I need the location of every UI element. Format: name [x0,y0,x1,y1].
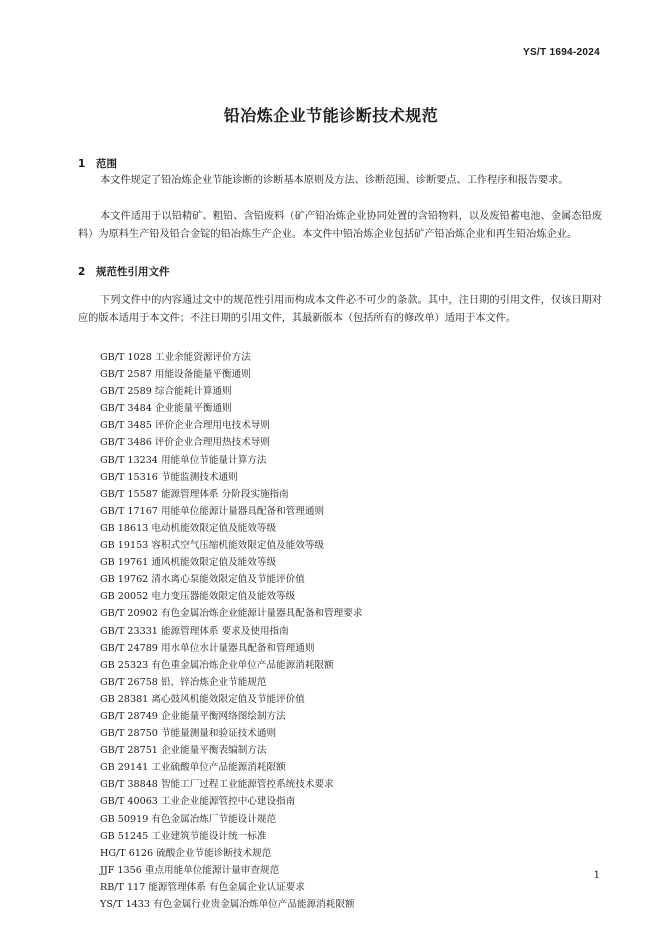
reference-item: GB 51245 工业建筑节能设计统一标准 [100,830,267,842]
reference-item: GB/T 2587 用能设备能量平衡通则 [100,369,251,381]
scope-paragraph-2: 本文件适用于以铅精矿、粗铅、含铅废料（矿产铅冶炼企业协同处置的含铅物料，以及废铅蓄电池、金属态铅废料）为原料生产铅及铅合金锭的铅冶炼生产企业。本文件中铅冶炼企业包括矿产铅冶炼企业和再生铅冶炼企业。 [78,211,602,240]
reference-item: GB/T 13234 用能单位节能量计算方法 [100,454,267,466]
reference-item: GB 18613 电动机能效限定值及能效等级 [100,522,277,534]
reference-item: GB/T 1028 工业余能资源评价方法 [100,352,251,363]
reference-item: GB/T 28749 企业能量平衡网络图绘制方法 [100,710,286,722]
normative-references-intro: 下列文件中的内容通过文中的规范性引用而构成本文件必不可少的条款。其中，注日期的引用文件，仅该日期对应的版本适用于本文件；不注日期的引用文件，其最新版本（包括所有的修改单）适用于本文件。 [78,295,602,324]
reference-item: GB/T 15316 节能监测技术通则 [100,471,238,483]
reference-item: GB/T 20902 有色金属冶炼企业能源计量器具配备和管理要求 [100,608,363,620]
reference-item: RB/T 117 能源管理体系 有色金属企业认证要求 [100,881,305,893]
document-title: 铅冶炼企业节能诊断技术规范 [223,106,439,125]
reference-item: GB/T 28751 企业能量平衡表编制方法 [100,745,267,757]
section-2-heading [78,264,170,279]
page-number: 1 [593,870,600,881]
reference-item: GB/T 3485 评价企业合理用电技术导则 [100,420,270,432]
reference-item: HG/T 6126 硫酸企业节能诊断技术规范 [100,847,272,859]
section-number: 2 [78,266,86,278]
reference-item: GB 29141 工业硫酸单位产品能源消耗限额 [100,762,286,774]
reference-item: GB/T 26758 铅、锌冶炼企业节能规范 [100,676,267,688]
reference-item: GB/T 3484 企业能量平衡通则 [100,403,232,415]
reference-item: GB 20052 电力变压器能效限定值及能效等级 [100,591,296,603]
reference-list [100,349,362,913]
reference-item: JJF 1356 重点用能单位能源计量审查规范 [100,864,280,876]
scope-paragraph-1: 本文件规定了铅冶炼企业节能诊断的诊断基本原则及方法、诊断范围、诊断要点、工作程序和报告要求。 [100,175,569,186]
reference-item: GB/T 17167 用能单位能源计量器具配备和管理通则 [100,505,325,517]
section-title: 范围 [96,158,117,170]
reference-item: GB 50919 有色金属冶炼厂节能设计规范 [100,813,277,825]
reference-item: GB/T 40063 工业企业能源管控中心建设指南 [100,796,296,808]
standard-code: YS/T 1694-2024 [522,47,600,58]
reference-item: GB/T 3486 评价企业合理用热技术导则 [100,437,270,449]
section-number: 1 [78,158,86,170]
reference-item: GB 25323 有色重金属冶炼企业单位产品能源消耗限额 [100,659,334,671]
reference-item: GB 19153 容积式空气压缩机能效限定值及能效等级 [100,540,325,552]
reference-item: GB/T 23331 能源管理体系 要求及使用指南 [100,625,289,637]
section-1-heading [78,156,117,171]
reference-item: GB 19762 清水离心泵能效限定值及节能评价值 [100,574,305,586]
reference-item: GB/T 24789 用水单位水计量器具配备和管理通则 [100,642,315,654]
reference-item: GB/T 28750 节能量测量和验证技术通则 [100,728,277,740]
reference-item: YS/T 1433 有色金属行业贵金属冶炼单位产品能源消耗限额 [100,899,355,910]
reference-item: GB/T 15587 能源管理体系 分阶段实施指南 [100,488,289,500]
section-title: 规范性引用文件 [96,266,170,278]
reference-item: GB/T 2589 综合能耗计算通则 [100,386,232,398]
reference-item: GB 28381 离心鼓风机能效限定值及节能评价值 [100,693,305,705]
reference-item: GB/T 38848 智能工厂过程工业能源管控系统技术要求 [100,779,334,791]
reference-item: GB 19761 通风机能效限定值及能效等级 [100,557,277,569]
